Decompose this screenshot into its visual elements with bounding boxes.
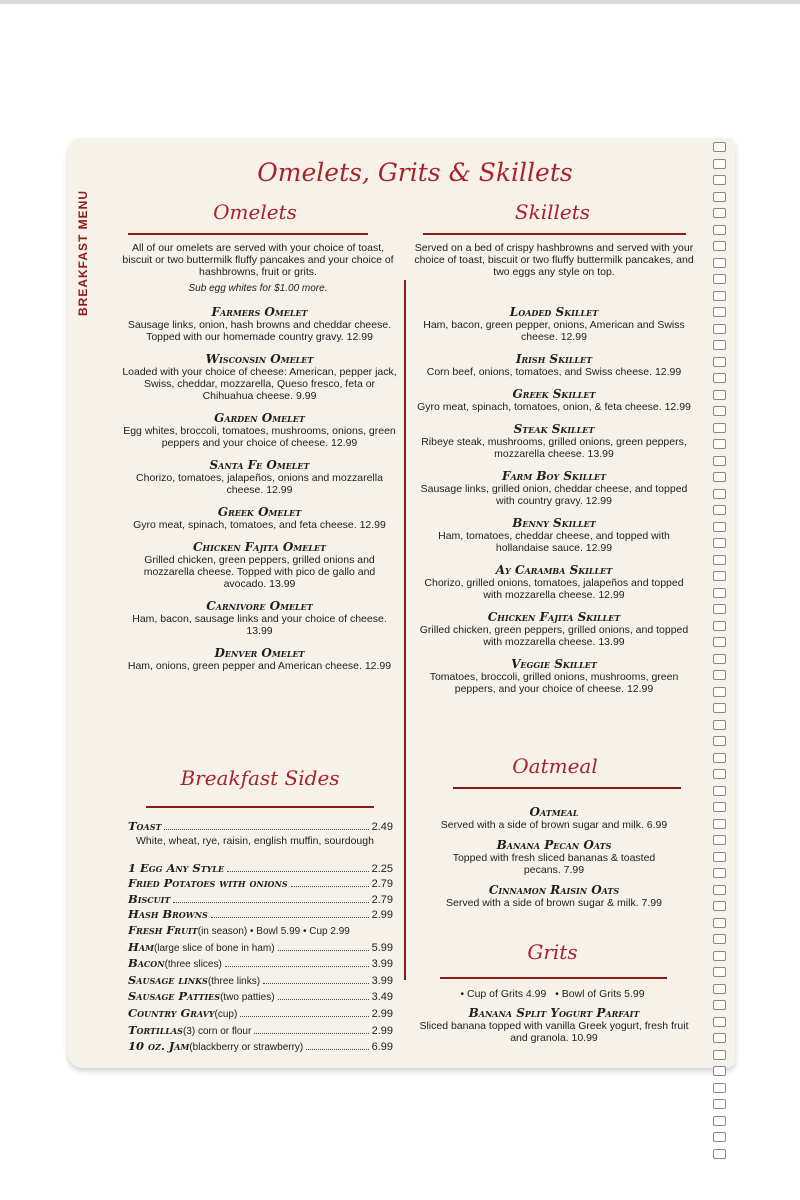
item-name: Farm Boy Skillet — [501, 469, 607, 483]
list-item — [122, 600, 397, 637]
binding-ring — [713, 225, 726, 235]
item-name: Cinnamon Raisin Oats — [488, 883, 620, 897]
side-price: 2.79 — [371, 878, 393, 891]
side-name: Hash Browns — [128, 907, 208, 922]
sides-heading: Breakfast Sides — [180, 766, 340, 790]
binding-ring — [713, 274, 726, 284]
item-name: Wisconsin Omelet — [205, 352, 314, 366]
binding-ring — [713, 241, 726, 251]
binding-ring — [713, 291, 726, 301]
skillets-heading: Skillets — [514, 200, 591, 224]
leader-dots — [263, 983, 369, 984]
binding-ring — [713, 588, 726, 598]
leader-dots — [227, 871, 368, 872]
binding-ring — [713, 406, 726, 416]
item-name: Veggie Skillet — [511, 657, 597, 671]
side-price: 2.99 — [371, 1024, 393, 1037]
item-desc: Served with a side of brown sugar and milk. 6.99 — [440, 819, 668, 831]
leader-dots — [211, 917, 369, 918]
binding-ring — [713, 967, 726, 977]
side-row — [128, 1006, 393, 1023]
item-name: Oatmeal — [529, 805, 579, 819]
binding-ring — [713, 456, 726, 466]
omelets-intro: All of our omelets are served with your choice of toast, biscuit or two buttermilk fluffy pancakes and your choice of hashbrowns, fruit or grits. — [122, 242, 394, 278]
list-item — [122, 412, 397, 449]
breakfast-menu-tab — [68, 188, 98, 328]
side-price: 2.99 — [371, 1007, 393, 1020]
grits-heading: Grits — [527, 940, 578, 964]
side-note: (two patties) — [220, 992, 275, 1004]
binding-ring — [713, 373, 726, 383]
binding-ring — [713, 1116, 726, 1126]
side-price: 2.25 — [371, 862, 393, 875]
item-name: Banana Split Yogurt Parfait — [468, 1006, 640, 1020]
list-item — [414, 470, 694, 507]
binding-ring — [713, 1066, 726, 1076]
item-desc: Ham, onions, green pepper and American cheese. 12.99 — [127, 660, 392, 672]
omelets-heading: Omelets — [213, 200, 297, 224]
side-name: Sausage links — [128, 972, 208, 987]
binding-ring — [713, 786, 726, 796]
side-row — [128, 1039, 393, 1056]
omelets-sub-note: Sub egg whites for $1.00 more. — [188, 283, 328, 294]
item-desc: Gyro meat, spinach, tomatoes, and feta cheese. 12.99 — [133, 519, 386, 531]
item-desc: Egg whites, broccoli, tomatoes, mushrooms, onions, green peppers and your choice of cheese. 12.99 — [123, 425, 396, 449]
side-note: (cup) — [214, 1008, 238, 1020]
binding-ring — [713, 670, 726, 680]
item-name: Benny Skillet — [512, 516, 596, 530]
item-desc: Sausage links, onion, hash browns and cheddar cheese. Topped with our homemade country gravy. 12.99 — [127, 319, 392, 343]
binding-ring — [713, 472, 726, 482]
binding-ring — [713, 621, 726, 631]
binding-ring — [713, 1033, 726, 1043]
item-name: Steak Skillet — [513, 422, 595, 436]
binding-ring — [713, 687, 726, 697]
binding-ring — [713, 1017, 726, 1027]
leader-dots — [278, 999, 369, 1000]
side-note: (three slices) — [164, 959, 222, 971]
side-row — [128, 989, 393, 1006]
top-bar — [0, 0, 800, 4]
skillets-rule — [423, 233, 686, 235]
oatmeal-list — [414, 806, 694, 919]
leader-dots — [225, 966, 369, 967]
item-name: Irish Skillet — [515, 352, 593, 366]
sides-rule — [146, 806, 374, 808]
item-desc: Ham, tomatoes, cheddar cheese, and topped with hollandaise sauce. 12.99 — [438, 530, 670, 554]
side-price: 3.99 — [371, 958, 393, 971]
oatmeal-heading: Oatmeal — [512, 754, 598, 778]
leader-dots — [240, 1016, 368, 1017]
skillets-list — [414, 306, 694, 705]
list-item — [122, 353, 397, 402]
spiral-binding — [713, 142, 729, 1165]
leader-dots — [291, 886, 369, 887]
binding-ring — [713, 489, 726, 499]
side-note: (large slice of bone in ham) — [153, 942, 275, 954]
page-tab-cutout — [0, 228, 40, 938]
list-item — [414, 388, 694, 413]
item-desc: Ham, bacon, green pepper, onions, American and Swiss cheese. 12.99 — [423, 319, 685, 343]
toast-desc: White, wheat, rye, raisin, english muffin, sourdough — [136, 834, 374, 847]
binding-ring — [713, 736, 726, 746]
omelets-rule — [128, 233, 368, 235]
side-name: Ham — [128, 939, 154, 954]
side-row — [128, 923, 393, 940]
item-desc: Loaded with your choice of cheese: American, pepper jack, Swiss, cheddar, mozzarella, Queso fresco, feta or Chihuahua cheese. 9.99 — [122, 366, 397, 402]
binding-ring — [713, 192, 726, 202]
side-price: 3.49 — [371, 991, 393, 1004]
column-divider — [404, 280, 406, 980]
binding-ring — [713, 571, 726, 581]
binding-ring — [713, 307, 726, 317]
side-row — [128, 907, 393, 923]
side-price: 2.49 — [371, 821, 393, 833]
leader-dots — [278, 950, 369, 951]
binding-ring — [713, 934, 726, 944]
binding-ring — [713, 720, 726, 730]
list-item — [122, 506, 397, 531]
binding-ring — [713, 1149, 726, 1159]
binding-ring — [713, 423, 726, 433]
item-name: Denver Omelet — [214, 646, 305, 660]
list-item — [414, 353, 694, 378]
item-desc: Topped with fresh sliced bananas & toasted pecans. 7.99 — [452, 852, 656, 876]
binding-ring — [713, 357, 726, 367]
list-item — [414, 1007, 694, 1044]
side-row — [128, 1023, 393, 1040]
binding-ring — [713, 802, 726, 812]
item-desc: Tomatoes, broccoli, grilled onions, mushrooms, green peppers, and your choice of cheese. 12.99 — [429, 671, 679, 695]
side-name: Toast — [128, 819, 162, 833]
item-name: Ay Caramba Skillet — [495, 563, 613, 577]
item-name: Loaded Skillet — [509, 305, 599, 319]
binding-ring — [713, 852, 726, 862]
skillets-intro: Served on a bed of crispy hashbrowns and served with your choice of toast, biscuit or two fluffy buttermilk pancakes, and two eggs any style on top. — [414, 242, 694, 278]
binding-ring — [713, 637, 726, 647]
item-name: Greek Omelet — [217, 505, 302, 519]
side-note: (three links) — [207, 975, 261, 987]
side-name: Sausage Patties — [128, 989, 221, 1004]
binding-ring — [713, 1000, 726, 1010]
side-price: 6.99 — [371, 1041, 393, 1054]
binding-ring — [713, 769, 726, 779]
grits-bowl: • Bowl of Grits 5.99 — [555, 988, 645, 1000]
binding-ring — [713, 258, 726, 268]
list-item — [414, 564, 694, 601]
binding-ring — [713, 340, 726, 350]
binding-ring — [713, 901, 726, 911]
item-name: Farmers Omelet — [211, 305, 308, 319]
grits-list — [414, 1007, 694, 1054]
leader-dots — [164, 829, 368, 830]
binding-ring — [713, 868, 726, 878]
side-name: Country Gravy — [128, 1005, 215, 1020]
leader-dots — [254, 1033, 368, 1034]
item-name: Garden Omelet — [214, 411, 305, 425]
list-item — [414, 611, 694, 648]
item-desc: Ham, bacon, sausage links and your choice of cheese. 13.99 — [132, 613, 387, 637]
binding-ring — [713, 753, 726, 763]
side-row — [128, 940, 393, 957]
side-name: Fried Potatoes with onions — [128, 876, 288, 891]
item-desc: Gyro meat, spinach, tomatoes, onion, & feta cheese. 12.99 — [417, 401, 691, 413]
omelets-list — [122, 306, 397, 682]
item-name: Banana Pecan Oats — [496, 838, 612, 852]
oatmeal-rule — [453, 787, 681, 789]
binding-ring — [713, 142, 726, 152]
item-desc: Corn beef, onions, tomatoes, and Swiss cheese. 12.99 — [426, 366, 682, 378]
item-desc: Sliced banana topped with vanilla Greek yogurt, fresh fruit and granola. 10.99 — [419, 1020, 689, 1044]
binding-ring — [713, 439, 726, 449]
side-row — [128, 892, 393, 908]
item-desc: Ribeye steak, mushrooms, grilled onions, green peppers, mozzarella cheese. 13.99 — [421, 436, 687, 460]
binding-ring — [713, 324, 726, 334]
item-name: Chicken Fajita Omelet — [193, 540, 326, 554]
binding-ring — [713, 1099, 726, 1109]
side-price: 2.79 — [371, 893, 393, 906]
side-note: (blackberry or strawberry) — [189, 1042, 304, 1054]
list-item — [122, 459, 397, 496]
binding-ring — [713, 505, 726, 515]
binding-ring — [713, 208, 726, 218]
list-item — [414, 884, 694, 909]
binding-ring — [713, 538, 726, 548]
side-name: Biscuit — [128, 891, 171, 906]
list-item — [414, 423, 694, 460]
binding-ring — [713, 885, 726, 895]
leader-dots — [306, 1049, 368, 1050]
side-note: (in season) • Bowl 5.99 • Cup 2.99 — [197, 925, 350, 937]
item-desc: Chorizo, grilled onions, tomatoes, jalapeños and topped with mozzarella cheese. 12.99 — [424, 577, 684, 601]
item-name: Chicken Fajita Skillet — [487, 610, 621, 624]
grits-cup: • Cup of Grits 4.99 — [460, 988, 547, 1000]
leader-dots — [173, 902, 368, 903]
list-item — [414, 806, 694, 831]
binding-ring — [713, 984, 726, 994]
binding-ring — [713, 522, 726, 532]
binding-ring — [713, 1132, 726, 1142]
tab-label: BREAKFAST MENU — [76, 190, 90, 317]
side-row — [128, 861, 393, 877]
binding-ring — [713, 819, 726, 829]
side-name: Tortillas — [128, 1022, 183, 1037]
list-item — [414, 306, 694, 343]
side-row — [128, 956, 393, 973]
side-price: 3.99 — [371, 974, 393, 987]
item-name: Carnivore Omelet — [206, 599, 313, 613]
binding-ring — [713, 604, 726, 614]
item-desc: Served with a side of brown sugar & milk. 7.99 — [446, 897, 662, 909]
list-item — [414, 658, 694, 695]
item-desc: Grilled chicken, green peppers, grilled onions, and topped with mozzarella cheese. 13.99 — [419, 624, 689, 648]
binding-ring — [713, 1050, 726, 1060]
side-row — [128, 876, 393, 892]
item-name: Greek Skillet — [512, 387, 596, 401]
side-note: (3) corn or flour — [182, 1025, 252, 1037]
item-desc: Sausage links, grilled onion, cheddar cheese, and topped with country gravy. 12.99 — [420, 483, 688, 507]
side-name: 10 oz. Jam — [128, 1039, 190, 1054]
binding-ring — [713, 390, 726, 400]
binding-ring — [713, 1083, 726, 1093]
list-item — [122, 306, 397, 343]
binding-ring — [713, 951, 726, 961]
binding-ring — [713, 835, 726, 845]
side-row-toast — [128, 819, 393, 835]
page-title: Omelets, Grits & Skillets — [257, 158, 573, 187]
side-name: Fresh Fruit — [128, 922, 198, 937]
list-item — [122, 647, 397, 672]
side-price: 5.99 — [371, 941, 393, 954]
binding-ring — [713, 555, 726, 565]
side-name: Bacon — [128, 956, 165, 971]
side-name: 1 Egg Any Style — [128, 860, 225, 875]
item-name: Santa Fe Omelet — [209, 458, 310, 472]
list-item — [122, 541, 397, 590]
item-desc: Grilled chicken, green peppers, grilled onions and mozzarella cheese. Topped with pico de gallo and avocado. 13.99 — [143, 554, 376, 590]
grits-options — [420, 988, 685, 1000]
side-row — [128, 973, 393, 990]
binding-ring — [713, 654, 726, 664]
list-item — [414, 517, 694, 554]
side-price: 2.99 — [371, 909, 393, 922]
binding-ring — [713, 918, 726, 928]
binding-ring — [713, 703, 726, 713]
sides-list — [128, 819, 393, 1056]
item-desc: Chorizo, tomatoes, jalapeños, onions and mozzarella cheese. 12.99 — [136, 472, 383, 496]
grits-rule — [440, 977, 667, 979]
list-item — [414, 839, 694, 876]
